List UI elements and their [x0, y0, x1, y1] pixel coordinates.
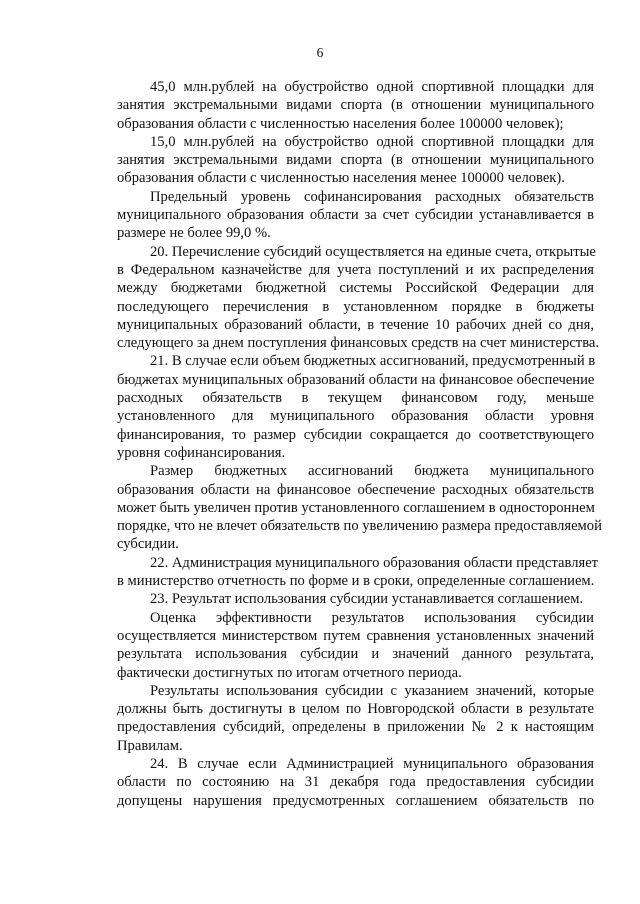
text-line: Размер бюджетных ассигнований бюджета муниципального: [150, 463, 594, 480]
document-body: [117, 78, 602, 810]
text-line: 23. Результат использования субсидии устанавливается соглашением.: [150, 591, 584, 608]
text-line: Предельный уровень софинансирования расходных обязательств: [150, 188, 594, 205]
paragraph: [117, 133, 594, 188]
text-line: предоставления субсидий, определены в приложении № 2 к настоящим: [117, 719, 594, 736]
text-line: допущены нарушения предусмотренных соглашением обязательств по: [117, 792, 594, 809]
paragraph: [117, 755, 594, 810]
text-line: 22. Администрация муниципального образования области представляет: [150, 554, 599, 571]
text-line: 15,0 млн.рублей на обустройство одной спортивной площадки для: [150, 133, 594, 150]
text-line: Оценка эффективности результатов использования субсидии: [150, 609, 594, 626]
text-line: 24. В случае если Администрацией муниципального образования: [150, 755, 594, 772]
text-line: фактически достигнутых по итогам отчетного периода.: [117, 664, 462, 681]
text-line: результата использования субсидии и значений данного результата,: [117, 646, 594, 663]
text-line: 45,0 млн.рублей на обустройство одной спортивной площадки для: [150, 79, 594, 95]
text-line: образования области с численностью населения более 100000 человек);: [117, 115, 564, 132]
text-line: между бюджетами бюджетной системы Российской Федерации для: [117, 280, 594, 297]
text-line: в Федеральном казначействе для учета поступлений и их распределения: [117, 261, 594, 278]
paragraph: [117, 78, 594, 133]
text-line: осуществляется министерством путем сравнения установленных значений: [117, 627, 594, 644]
text-line: бюджетах муниципальных образований области на финансовое обеспечение: [117, 371, 595, 388]
text-line: образования области на финансовое обеспечение расходных обязательств: [117, 481, 594, 498]
text-line: занятия экстремальными видами спорта (в отношении муниципального: [117, 97, 594, 114]
text-line: 21. В случае если объем бюджетных ассигнований, предусмотренный в: [150, 353, 596, 370]
text-line: занятия экстремальными видами спорта (в отношении муниципального: [117, 152, 594, 169]
paragraph: [117, 682, 594, 755]
text-line: Правилам.: [117, 737, 183, 754]
paragraph: [117, 590, 594, 608]
text-line: последующего перечисления в установленном порядке в бюджеты: [117, 298, 594, 315]
text-line: 20. Перечисление субсидий осуществляется на единые счета, открытые: [150, 243, 596, 260]
paragraph: [117, 554, 599, 591]
paragraph: [117, 243, 600, 353]
text-line: порядке, что не влечет обязательств по увеличению размера предоставляемой: [117, 518, 602, 535]
paragraph: [117, 609, 594, 682]
text-line: расходных обязательств в текущем финансовом году, меньше: [117, 390, 594, 407]
paragraph: [117, 352, 594, 462]
paragraph: [117, 462, 602, 553]
text-line: уровня софинансирования.: [117, 444, 286, 461]
text-line: должны быть достигнуты в целом по Новгородской области в результате: [117, 701, 594, 718]
text-line: Результаты использования субсидии с указанием значений, которые: [150, 682, 594, 699]
page-number: 6: [316, 45, 324, 60]
text-line: следующего за днем поступления финансовых средств на счет министерства.: [117, 335, 600, 352]
text-line: в министерство отчетность по форме и в сроки, определенные соглашением.: [117, 573, 595, 590]
text-line: муниципальных образований области, в течение 10 рабочих дней со дня,: [117, 316, 594, 333]
text-line: субсидии.: [117, 536, 179, 553]
text-line: установленного для муниципального образования области уровня: [117, 408, 594, 425]
text-line: образования области с численностью населения менее 100000 человек).: [117, 170, 565, 187]
text-line: финансирования, то размер субсидии сокращается до соответствующего: [117, 426, 594, 443]
text-line: области по состоянию на 31 декабря года предоставления субсидии: [117, 774, 594, 791]
paragraph: [117, 188, 594, 243]
text-line: муниципального образования области за счет субсидии устанавливается в: [117, 207, 594, 224]
text-line: размере не более 99,0 %.: [117, 225, 271, 242]
text-line: может быть увеличен против установленного соглашением в одностороннем: [117, 499, 595, 516]
